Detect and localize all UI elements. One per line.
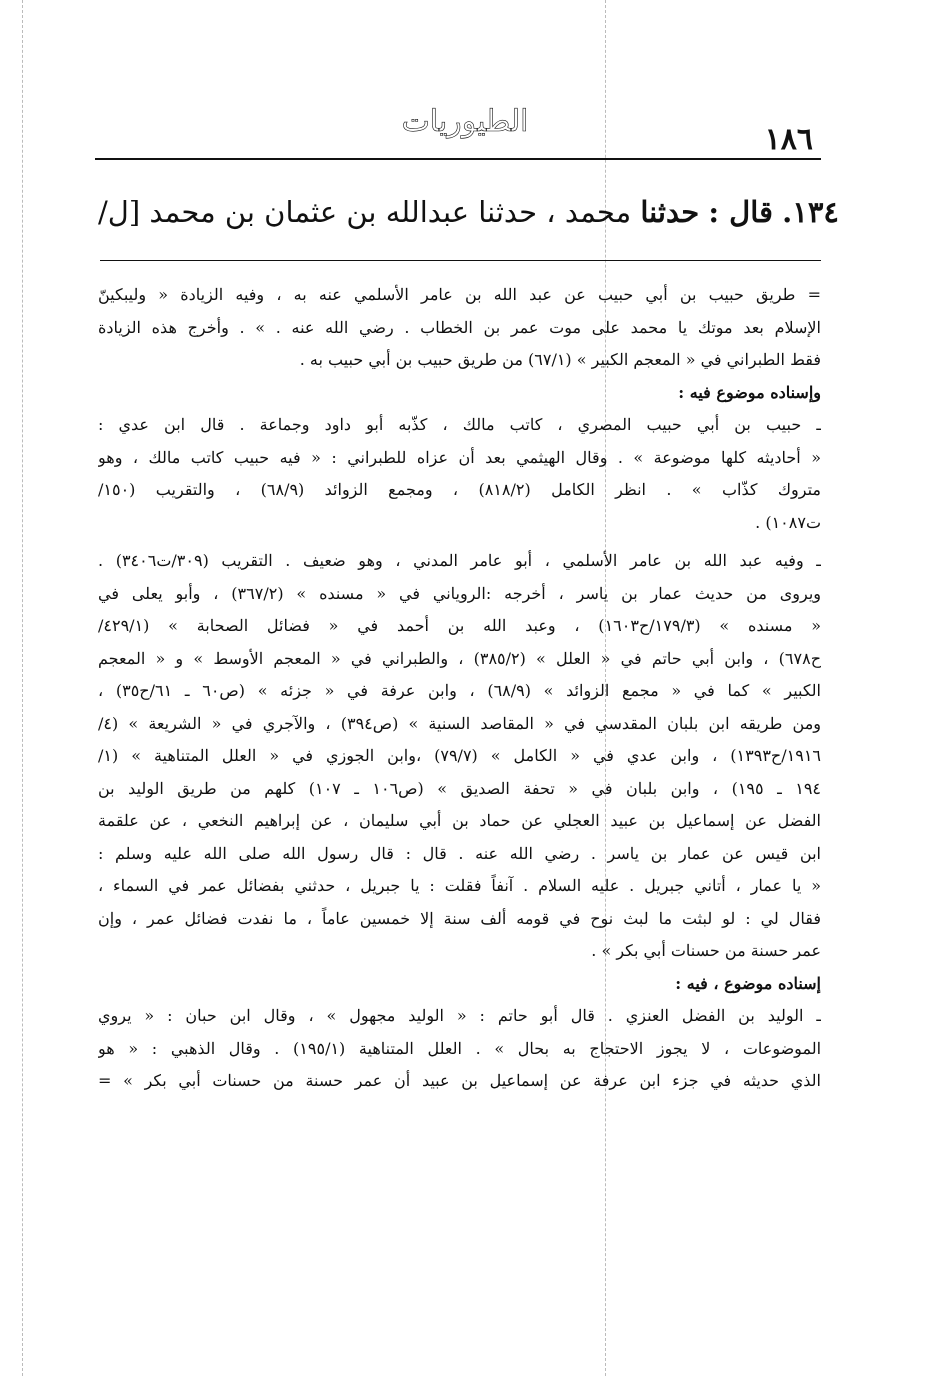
text-line: فقط الطبراني في « المعجم الكبير » (٦٧/١) من طريق حبيب بن أبي حبيب به .: [299, 350, 821, 369]
text-line: فقال لي : لو لبثت ما لبث نوح في قومه ألف سنة إلا خمسين عاماً ، ما نفدت فضائل عمر ، وإن: [98, 908, 821, 928]
page-number: ١٨٦: [764, 122, 813, 157]
text-line: الفضل عن إسماعيل بن عبيد العجلي عن حماد بن أبي سليمان ، عن إبراهيم النخعي ، عن علقمة: [98, 811, 821, 830]
page-header: [95, 96, 821, 158]
text-line: الذي حديثه في جزء ابن عرفة عن إسماعيل بن عبيد أن عمر حسنة من حسنات أبي بكر » =: [98, 1071, 821, 1090]
text-line: ح٦٧٨) ، وابن أبي حاتم في « العلل » (٣٨٥/٢) ، والطبراني في « المعجم الأوسط » و « المعجم: [98, 648, 821, 668]
hadith-heading: [90, 190, 839, 234]
text-line: ١٩١٦/ح١٣٩٣) ، وابن عدي في « الكامل » (٧٩/٧) ،وابن الجوزي في « العلل المتناهية » (١/: [98, 746, 821, 765]
text-line: « يا عمار ، أتاني جبريل . عليه السلام . آنفاً فقلت : يا جبريل ، حدثني بفضائل عمر في السماء ،: [98, 876, 821, 895]
text-line: ١٩٤ ـ ١٩٥) ، وابن بلبان في « تحفة الصديق » (ص١٠٦ ـ ١٠٧) كلهم من طريق الوليد بن: [98, 778, 821, 798]
footnote-body: [98, 279, 821, 1098]
text-line: « مسنده » (١٧٩/٣/ح١٦٠٣) ، وعبد الله بن أحمد في « فضائل الصحابة » (٤٢٩/١/: [98, 616, 821, 635]
text-line: ت١٠٨٧) .: [755, 512, 821, 532]
header-rule: [95, 158, 821, 160]
text-line: الكبير » كما في « مجمع الزوائد » (٦٨/٩) ، وابن عرفة في « جزئه » (ص٦٠ ـ ٦١/ح٣٥) ،: [98, 681, 821, 700]
text-line: متروك كذّاب » . انظر الكامل (٨١٨/٢) ، ومجمع الزوائد (٦٨/٩) ، والتقريب (١٥٠/: [98, 480, 821, 499]
text-line: ويروى من حديث عمار بن ياسر ، أخرجه :الروياني في « مسنده » (٣٦٧/٢) ، وأبو يعلى في: [98, 583, 821, 603]
text-line: الإسلام بعد موتك يا محمد على موت عمر بن الخطاب . رضي الله عنه . » . وأخرج هذه الزيادة: [98, 317, 821, 337]
text-line: « أحاديثه كلها موضوعة » . وقال الهيثمي بعد أن عزاه للطبراني : « فيه حبيب كاتب مالك ، وهو: [98, 447, 821, 467]
heading-rule: [100, 260, 821, 261]
hadith-number: ١٣٤.: [782, 195, 839, 229]
text-line: عمر حسنة من حسنات أبي بكر » .: [591, 941, 821, 960]
hadith-qala: قال :: [708, 195, 773, 229]
text-line: ومن طريقه ابن بلبان المقدسي في « المقاصد السنية » (ص٣٩٤) ، والآجري في « الشريعة » (٤/: [98, 713, 821, 733]
text-line: الموضوعات ، لا يجوز الاحتجاج به بحال » . العلل المتناهية (١٩٥/١) . وقال الذهبي : « هو: [98, 1038, 821, 1058]
hadith-text: محمد ، حدثنا عبدالله بن عثمان بن محمد [ل/: [97, 195, 632, 229]
text-line: ـ وفيه عبد الله بن عامر الأسلمي ، أبو عامر المدني ، وهو ضعيف . التقريب (٣٠٩/ت٣٤٠٦) .: [98, 551, 821, 570]
scan-margin-dots: [22, 0, 23, 1376]
text-line: = طريق حبيب بن أبي حبيب عن عبد الله بن عامر الأسلمي عنه به ، وفيه الزيادة « وليبكينّ: [98, 285, 821, 304]
text-line: إسناده موضوع ، فيه :: [675, 973, 821, 993]
hadith-haddathana: حدثنا: [640, 195, 700, 229]
book-title: الطيوريات: [401, 104, 529, 139]
text-line: ـ الوليد بن الفضل العنزي . قال أبو حاتم : « الوليد مجهول » ، وقال ابن حبان : « يروي: [98, 1006, 821, 1025]
text-line: وإسناده موضوع فيه :: [678, 382, 821, 402]
text-line: ابن قيس عن عمار بن ياسر . رضي الله عنه . قال : قال رسول الله صلى الله عليه وسلم :: [98, 843, 821, 863]
text-line: ـ حبيب بن أبي حبيب المصري ، كاتب مالك ، كذّبه أبو داود وجماعة . قال ابن عدي :: [98, 415, 821, 434]
